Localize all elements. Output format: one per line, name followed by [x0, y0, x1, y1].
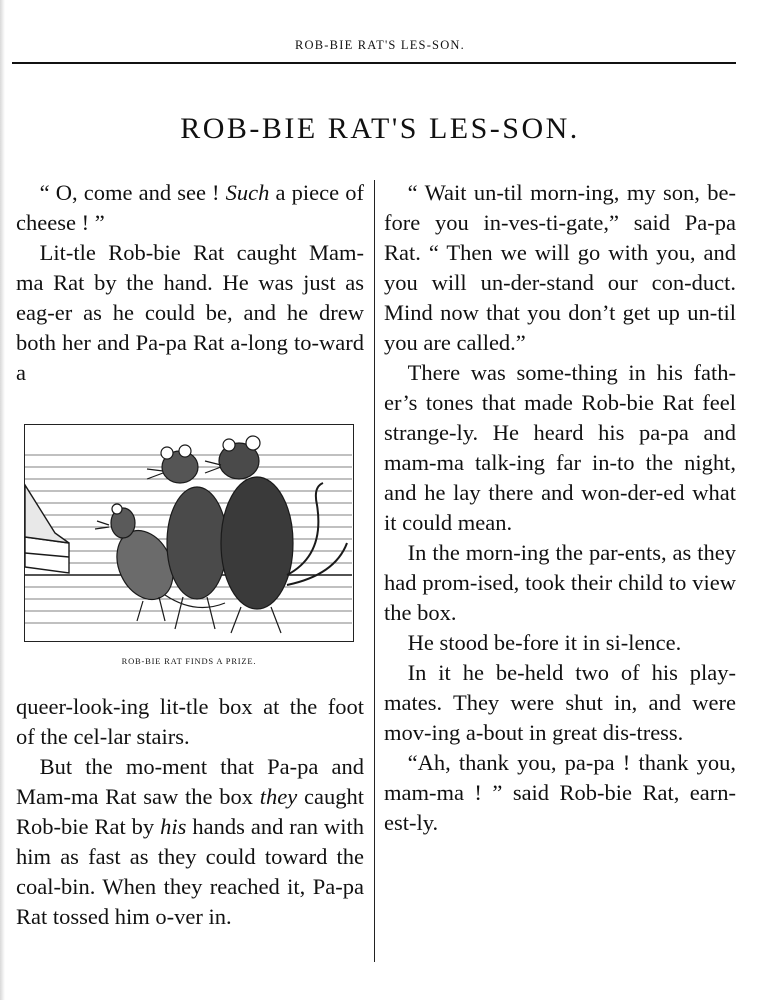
page-edge-shadow [0, 0, 5, 1000]
story-title: ROB-BIE RAT'S LES-SON. [180, 112, 580, 145]
illustration-frame [24, 424, 354, 642]
paragraph: queer-look-ing lit-tle box at the foot of the cel-lar stairs. [16, 694, 364, 749]
paragraph: In it he be-held two of his play-mates. They were shut in, and were mov-ing a-bout in great dis-tress. [384, 660, 736, 745]
trap-box [25, 485, 69, 573]
paragraph: There was some-thing in his fath-er’s tones that made Rob-bie Rat feel strange-ly. He heard his pa-pa and mam-ma talk-ing far in-to the night, and he lay there and won-der-ed what it could mean. [384, 360, 736, 535]
left-column-bottom [16, 692, 364, 932]
paragraph: He stood be-fore it in si-lence. [407, 630, 682, 655]
paragraph: “Ah, thank you, pa-pa ! thank you, mam-ma ! ” said Rob-bie Rat, earn-est-ly. [384, 750, 736, 835]
figure-caption: ROB-BIE RAT FINDS A PRIZE. [121, 656, 257, 666]
column-divider [374, 180, 375, 962]
rats-illustration [25, 425, 352, 640]
paragraph: But the mo-ment that Pa-pa and Mam-ma Rat saw the box they caught Rob-bie Rat by his hands and ran with him as fast as they could toward the coal-bin. When they reached it, Pa-pa Rat tossed him o-ver in. [16, 754, 364, 929]
paragraph: In the morn-ing the par-ents, as they had prom-ised, took their child to view the box. [384, 540, 736, 625]
running-head: ROB-BIE RAT'S LES-SON. [295, 38, 465, 52]
right-column [384, 178, 736, 838]
left-column-top [16, 178, 364, 388]
paragraph: “ O, come and see ! Such a piece of cheese ! ” [16, 180, 364, 235]
middle-rat [147, 445, 227, 629]
large-rat [205, 436, 347, 633]
header-rule [12, 62, 736, 64]
paragraph: Lit-tle Rob-bie Rat caught Mam-ma Rat by the hand. He was just as eag-er as he could be, and he drew both her and Pa-pa Rat a-long to-ward a [16, 240, 364, 385]
paragraph: “ Wait un-til morn-ing, my son, be-fore you in-ves-ti-gate,” said Pa-pa Rat. “ Then we will go with you, and you will un-der-stand our con-duct. Mind now that you don’t get up un-til you are called.” [384, 180, 736, 355]
